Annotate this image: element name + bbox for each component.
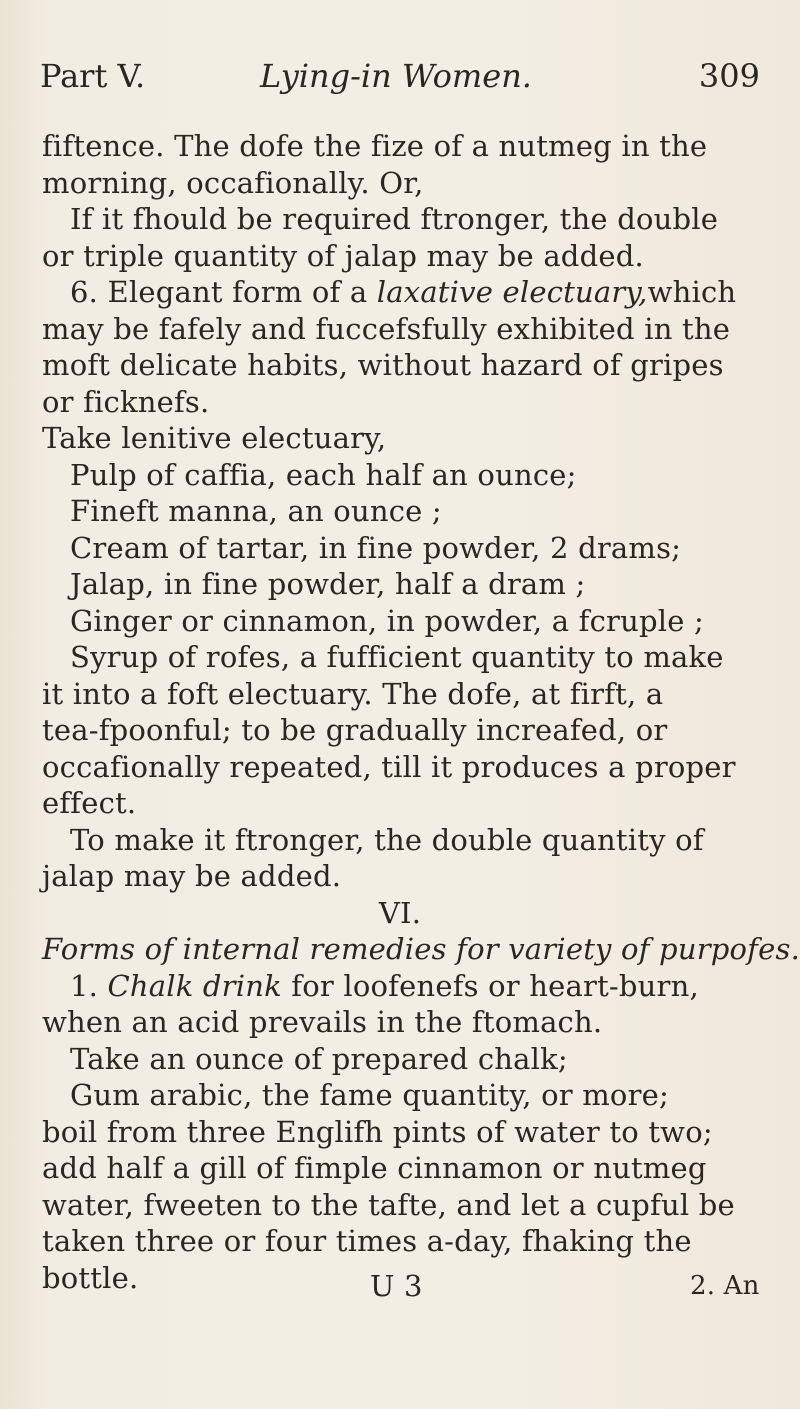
section-heading: Forms of internal remedies for variety of purpofes. [42,932,800,966]
text-line: Take lenitive electuary, [42,421,387,455]
text-run: for loofenefs or heart-burn, [291,968,699,1003]
text-line: bottle. [42,1260,139,1295]
text-line: or triple quantity of jalap may be added. [42,238,644,273]
text-line: water, fweeten to the tafte, and let a cupful be [42,1187,735,1222]
text-line: when an acid prevails in the ftomach. [42,1005,603,1039]
text-run-italic: laxative electuary, [376,275,648,309]
text-line: add half a gill of fimple cinnamon or nutmeg [42,1151,707,1185]
running-header [40,56,770,96]
text-line [70,274,800,310]
text-run: 1. [70,968,99,1003]
header-title: Lying-in Women. [260,57,532,95]
text-line: Gum arabic, the fame quantity, or more; [70,1078,669,1112]
text-line: Syrup of rofes, a fufficient quantity to make [70,640,724,674]
text-line: Cream of tartar, in fine powder, 2 drams; [70,530,682,565]
catchword: 2. An [690,1270,760,1301]
text-line: Fineft manna, an ounce ; [70,494,442,528]
text-line: taken three or four times a-day, fhaking the [42,1224,692,1258]
text-line: boil from three Englifh pints of water to two; [42,1114,713,1149]
text-line: may be fafely and fuccefsfully exhibited in the [42,311,731,346]
text-run: 6. Elegant form of a [70,275,368,309]
text-line: or ficknefs. [42,384,210,419]
text-line: jalap may be added. [42,859,342,893]
header-part: Part V. [40,57,146,95]
text-line: Ginger or cinnamon, in powder, a fcruple ; [70,603,704,638]
text-line: fiftence. The dofe the fize of a nutmeg in the [42,129,708,163]
text-run: which [647,275,737,309]
text-line: Pulp of caffia, each half an ounce; [70,457,577,492]
text-line: To make it ftronger, the double quantity of [70,822,704,857]
text-line: morning, occafionally. Or, [42,165,424,200]
text-line: effect. [42,786,137,820]
text-line: If it fhould be required ftronger, the double [70,202,719,236]
page-number: 309 [698,57,760,95]
text-line: Take an ounce of prepared chalk; [70,1041,568,1076]
text-line [70,968,800,1004]
text-line: it into a foft electuary. The dofe, at firft, a [42,676,664,711]
text-line: Jalap, in fine powder, half a dram ; [70,567,586,601]
section-numeral: VI. [378,895,422,930]
text-line: tea-fpoonful; to be gradually increafed, or [42,713,668,747]
signature-mark: U 3 [370,1268,423,1303]
text-run-italic: Chalk drink [107,968,282,1003]
text-line: moft delicate habits, without hazard of gripes [42,348,724,382]
text-line: occafionally repeated, till it produces a proper [42,749,736,784]
